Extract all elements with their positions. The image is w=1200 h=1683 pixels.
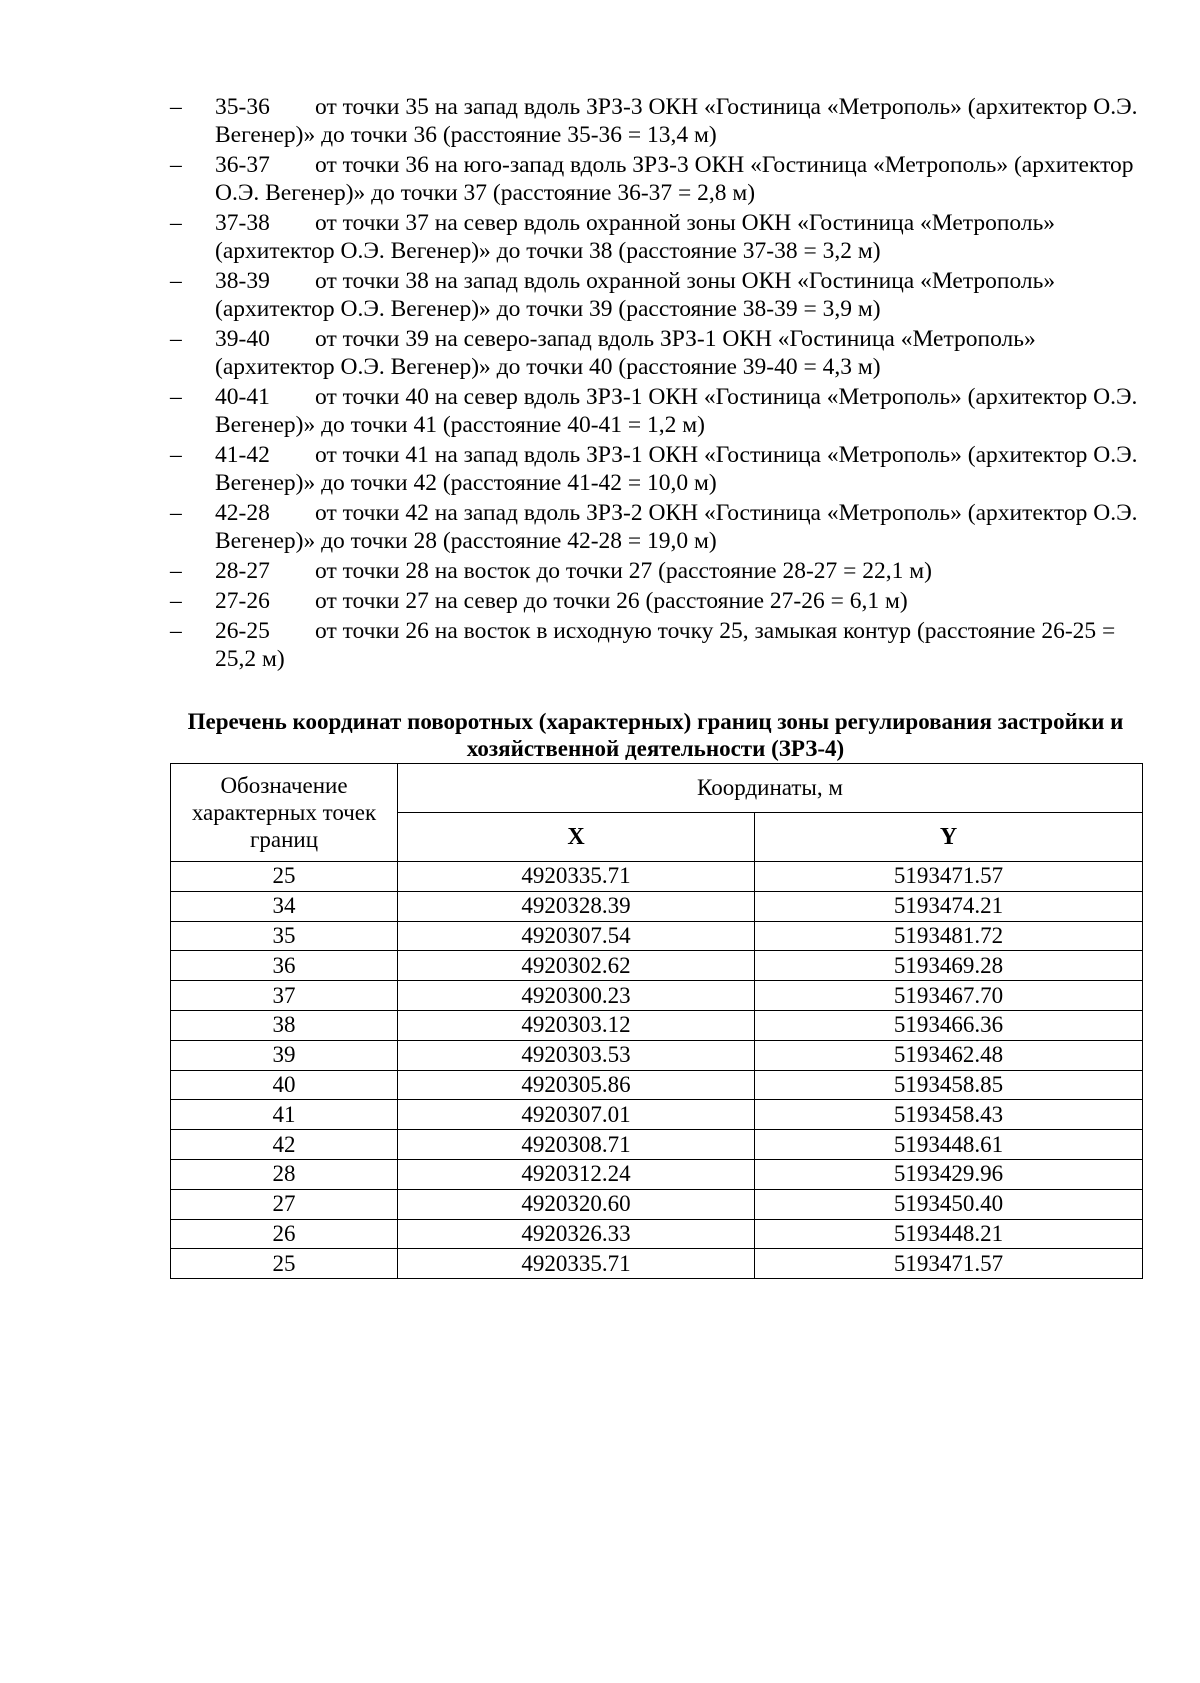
list-item bbox=[170, 209, 1141, 265]
segment-code: 40-41 bbox=[215, 384, 270, 410]
table-row bbox=[171, 891, 1143, 921]
table-title: Перечень координат поворотных (характерных) границ зоны регулирования застройки и хозяйственной деятельности (ЗРЗ-4) bbox=[187, 709, 1124, 761]
point-cell: 36 bbox=[171, 951, 398, 981]
point-cell: 41 bbox=[171, 1100, 398, 1130]
list-item bbox=[170, 441, 1141, 497]
point-cell: 26 bbox=[171, 1219, 398, 1249]
point-cell: 34 bbox=[171, 891, 398, 921]
y-cell: 5193448.21 bbox=[755, 1219, 1143, 1249]
segment-text: от точки 42 на запад вдоль ЗРЗ-2 ОКН «Гостиница «Метрополь» (архитектор О.Э. Вегенер)» до точки 28 (расстояние 42-28 = 19,0 м) bbox=[215, 500, 1138, 554]
y-cell: 5193466.36 bbox=[755, 1010, 1143, 1040]
segment-code: 39-40 bbox=[215, 326, 270, 352]
table-row bbox=[171, 862, 1143, 892]
header-y: Y bbox=[755, 813, 1143, 862]
list-item bbox=[170, 267, 1141, 323]
table-row bbox=[171, 981, 1143, 1011]
header-x: X bbox=[398, 813, 755, 862]
segment-code: 27-26 bbox=[215, 588, 270, 614]
list-item bbox=[170, 383, 1141, 439]
list-item bbox=[170, 151, 1141, 207]
x-cell: 4920326.33 bbox=[398, 1219, 755, 1249]
y-cell: 5193429.96 bbox=[755, 1159, 1143, 1189]
segment-text: от точки 39 на северо-запад вдоль ЗРЗ-1 ОКН «Гостиница «Метрополь» (архитектор О.Э. Вегенер)» до точки 40 (расстояние 39-40 = 4,3 м) bbox=[215, 326, 1036, 380]
y-cell: 5193471.57 bbox=[755, 862, 1143, 892]
y-cell: 5193450.40 bbox=[755, 1189, 1143, 1219]
y-cell: 5193469.28 bbox=[755, 951, 1143, 981]
list-dash: – bbox=[170, 210, 182, 236]
list-dash: – bbox=[170, 152, 182, 178]
table-row bbox=[171, 1070, 1143, 1100]
x-cell: 4920300.23 bbox=[398, 981, 755, 1011]
segment-text: от точки 28 на восток до точки 27 (расстояние 28-27 = 22,1 м) bbox=[315, 558, 933, 584]
segment-text: от точки 36 на юго-запад вдоль ЗРЗ-3 ОКН «Гостиница «Метрополь» (архитектор О.Э. Вегенер)» до точки 37 (расстояние 36-37 = 2,8 м) bbox=[215, 152, 1134, 206]
segment-code: 36-37 bbox=[215, 152, 270, 178]
list-dash: – bbox=[170, 326, 182, 352]
list-item bbox=[170, 557, 1141, 585]
y-cell: 5193458.43 bbox=[755, 1100, 1143, 1130]
point-cell: 28 bbox=[171, 1159, 398, 1189]
list-dash: – bbox=[170, 268, 182, 294]
x-cell: 4920320.60 bbox=[398, 1189, 755, 1219]
y-cell: 5193474.21 bbox=[755, 891, 1143, 921]
list-item bbox=[170, 617, 1141, 673]
point-cell: 27 bbox=[171, 1189, 398, 1219]
segment-code: 42-28 bbox=[215, 500, 270, 526]
segment-text: от точки 38 на запад вдоль охранной зоны ОКН «Гостиница «Метрополь» (архитектор О.Э. Вегенер)» до точки 39 (расстояние 38-39 = 3,9 м) bbox=[215, 268, 1056, 322]
list-item bbox=[170, 587, 1141, 615]
point-cell: 38 bbox=[171, 1010, 398, 1040]
segment-text: от точки 35 на запад вдоль ЗРЗ-3 ОКН «Гостиница «Метрополь» (архитектор О.Э. Вегенер)» до точки 36 (расстояние 35-36 = 13,4 м) bbox=[215, 94, 1138, 148]
table-row bbox=[171, 1130, 1143, 1160]
table-row bbox=[171, 921, 1143, 951]
table-row bbox=[171, 951, 1143, 981]
list-dash: – bbox=[170, 94, 182, 120]
segment-code: 26-25 bbox=[215, 618, 270, 644]
boundary-description-list bbox=[170, 93, 1141, 675]
point-cell: 39 bbox=[171, 1040, 398, 1070]
header-point-designation: Обозначение характерных точек границ bbox=[171, 764, 398, 862]
segment-text: от точки 41 на запад вдоль ЗРЗ-1 ОКН «Гостиница «Метрополь» (архитектор О.Э. Вегенер)» до точки 42 (расстояние 41-42 = 10,0 м) bbox=[215, 442, 1138, 496]
y-cell: 5193481.72 bbox=[755, 921, 1143, 951]
segment-text: от точки 27 на север до точки 26 (расстояние 27-26 = 6,1 м) bbox=[315, 588, 908, 614]
list-dash: – bbox=[170, 588, 182, 614]
list-item bbox=[170, 325, 1141, 381]
list-dash: – bbox=[170, 500, 182, 526]
table-row bbox=[171, 1159, 1143, 1189]
segment-code: 41-42 bbox=[215, 442, 270, 468]
y-cell: 5193458.85 bbox=[755, 1070, 1143, 1100]
x-cell: 4920303.12 bbox=[398, 1010, 755, 1040]
table-row bbox=[171, 1219, 1143, 1249]
point-cell: 37 bbox=[171, 981, 398, 1011]
x-cell: 4920305.86 bbox=[398, 1070, 755, 1100]
segment-text: от точки 40 на север вдоль ЗРЗ-1 ОКН «Гостиница «Метрополь» (архитектор О.Э. Вегенер)» до точки 41 (расстояние 40-41 = 1,2 м) bbox=[215, 384, 1138, 438]
coordinates-table bbox=[170, 763, 1143, 1279]
y-cell: 5193448.61 bbox=[755, 1130, 1143, 1160]
segment-text: от точки 26 на восток в исходную точку 25, замыкая контур (расстояние 26-25 = 25,2 м) bbox=[215, 618, 1116, 672]
segment-code: 38-39 bbox=[215, 268, 270, 294]
segment-code: 37-38 bbox=[215, 210, 270, 236]
table-row bbox=[171, 1100, 1143, 1130]
segment-code: 35-36 bbox=[215, 94, 270, 120]
list-dash: – bbox=[170, 618, 182, 644]
y-cell: 5193462.48 bbox=[755, 1040, 1143, 1070]
x-cell: 4920328.39 bbox=[398, 891, 755, 921]
point-cell: 35 bbox=[171, 921, 398, 951]
x-cell: 4920308.71 bbox=[398, 1130, 755, 1160]
point-cell: 40 bbox=[171, 1070, 398, 1100]
list-dash: – bbox=[170, 384, 182, 410]
point-cell: 42 bbox=[171, 1130, 398, 1160]
list-dash: – bbox=[170, 442, 182, 468]
point-cell: 25 bbox=[171, 1249, 398, 1279]
table-row bbox=[171, 1189, 1143, 1219]
x-cell: 4920335.71 bbox=[398, 862, 755, 892]
table-row bbox=[171, 1040, 1143, 1070]
x-cell: 4920307.54 bbox=[398, 921, 755, 951]
y-cell: 5193471.57 bbox=[755, 1249, 1143, 1279]
list-item bbox=[170, 499, 1141, 555]
y-cell: 5193467.70 bbox=[755, 981, 1143, 1011]
point-cell: 25 bbox=[171, 862, 398, 892]
table-row bbox=[171, 1010, 1143, 1040]
segment-text: от точки 37 на север вдоль охранной зоны ОКН «Гостиница «Метрополь» (архитектор О.Э. Вегенер)» до точки 38 (расстояние 37-38 = 3,2 м) bbox=[215, 210, 1056, 264]
list-dash: – bbox=[170, 558, 182, 584]
x-cell: 4920335.71 bbox=[398, 1249, 755, 1279]
header-coordinates: Координаты, м bbox=[398, 764, 1143, 813]
x-cell: 4920303.53 bbox=[398, 1040, 755, 1070]
table-row bbox=[171, 1249, 1143, 1279]
list-item bbox=[170, 93, 1141, 149]
segment-code: 28-27 bbox=[215, 558, 270, 584]
x-cell: 4920312.24 bbox=[398, 1159, 755, 1189]
x-cell: 4920302.62 bbox=[398, 951, 755, 981]
x-cell: 4920307.01 bbox=[398, 1100, 755, 1130]
